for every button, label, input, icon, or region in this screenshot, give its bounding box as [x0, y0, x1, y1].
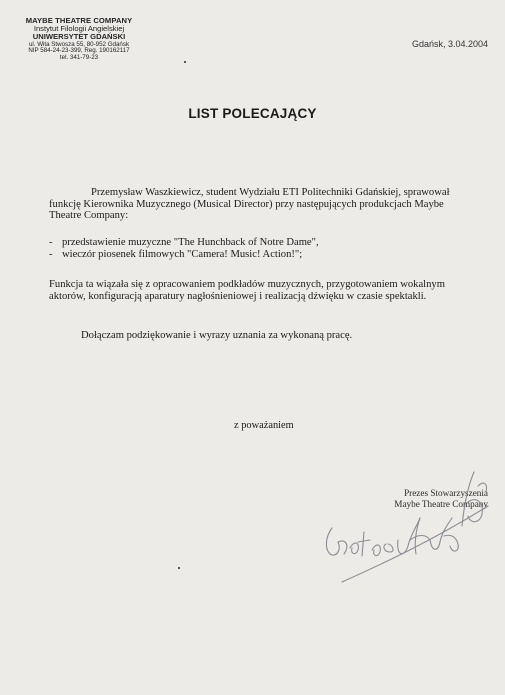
stamp-company-name: MAYBE THEATRE COMPANY [25, 16, 133, 25]
stamp-registration: NIP 584-24-23-399, Reg. 190162117 [28, 47, 130, 55]
list-item: - wieczór piosenek filmowych "Camera! Music! Action!"; [49, 248, 303, 260]
list-item: - przedstawienie muzyczne "The Hunchback of Notre Dame", [49, 237, 319, 248]
letter-title: LIST POLECAJĄCY [188, 106, 317, 121]
handwritten-signature [312, 466, 502, 586]
paragraph-thanks [49, 330, 474, 342]
paragraph-duties: Funkcja ta wiązała się z opracowaniem podkładów muzycznych, przygotowaniem wokalnym aktorów, konfiguracją aparatury nagłośnieniowej i realizacją dźwięku w czasie spektakli. [49, 279, 445, 302]
paragraph-intro [49, 187, 474, 222]
organization-stamp [14, 17, 144, 61]
paragraph-intro-text: Przemysław Waszkiewicz, student Wydziału ETI Politechniki Gdańskiej, sprawował funkcję Kierownika Muzycznego (Musical Director) przy następujących produkcjach Maybe Theatre Company: [49, 187, 450, 222]
speck [184, 61, 186, 63]
stamp-institute: Instytut Filologii Angielskiej [33, 23, 125, 33]
speck [178, 567, 180, 569]
stamp-university: UNIWERSYTET GDAŃSKI [32, 31, 126, 41]
stamp-address: ul. Wita Stwosza 55, 80-952 Gdańsk [28, 40, 130, 48]
productions-list [49, 237, 474, 260]
stamp-phone: tel. 341-79-23 [59, 53, 99, 61]
list-item-text: przedstawienie muzyczne "The Hunchback of Notre Dame", [62, 237, 319, 248]
closing-salutation: z poważaniem [234, 420, 294, 431]
signer-title: Prezes Stowarzyszenia [404, 488, 488, 498]
list-item-text: wieczór piosenek filmowych "Camera! Music! Action!"; [62, 248, 303, 260]
signer-organization: Maybe Theatre Company [394, 499, 488, 509]
paragraph-thanks-text: Dołączam podziękowanie i wyrazy uznania za wykonaną pracę. [81, 330, 353, 341]
letter-date: Gdańsk, 3.04.2004 [411, 39, 488, 49]
